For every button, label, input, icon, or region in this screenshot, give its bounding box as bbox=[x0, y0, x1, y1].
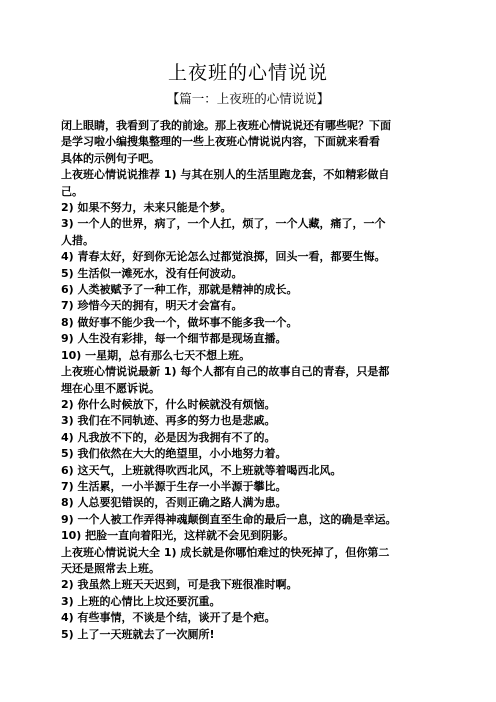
text-line: 6) 这天气，上班就得吹西北风，不上班就等着喝西北风。 bbox=[61, 463, 342, 477]
text-line: 6) 人类被赋予了一种工作，那就是精神的成长。 bbox=[61, 283, 298, 297]
document-body bbox=[61, 118, 473, 643]
text-line: 8) 人总要犯错误的，否则正确之路人满为患。 bbox=[61, 496, 287, 510]
text-line: 埋在心里不愿诉说。 bbox=[61, 381, 160, 395]
text-line: 具体的示例句子吧。 bbox=[61, 151, 160, 165]
text-line: 上夜班心情说说最新 1) 每个人都有自己的故事自己的青春，只是都 bbox=[61, 365, 390, 379]
text-line: 2) 如果不努力，未来只能是个梦。 bbox=[61, 201, 232, 215]
section-heading: 【篇一：上夜班的心情说说】 bbox=[166, 91, 330, 106]
text-line: 9) 人生没有彩排，每一个细节都是现场直播。 bbox=[61, 332, 287, 346]
text-line: 天还是照常去上班。 bbox=[61, 561, 160, 575]
text-line: 7) 珍惜今天的拥有，明天才会富有。 bbox=[61, 299, 243, 313]
text-line: 5) 我们依然在大大的绝望里，小小地努力着。 bbox=[61, 447, 287, 461]
text-line: 4) 有些事情，不谈是个结，谈开了是个疤。 bbox=[61, 611, 276, 625]
document-title: 上夜班的心情说说 bbox=[167, 62, 328, 84]
text-line: 是学习啦小编搜集整理的一些上夜班心情说说内容，下面就来看看 bbox=[61, 135, 380, 149]
text-line: 3) 一个人的世界，病了，一个人扛，烦了，一个人藏，痛了，一个 bbox=[61, 217, 386, 231]
text-line: 5) 生活似一滩死水，没有任何波动。 bbox=[61, 266, 243, 280]
text-line: 4) 凡我放不下的，必是因为我拥有不了的。 bbox=[61, 430, 276, 444]
text-line: 2) 我虽然上班天天迟到，可是我下班很准时啊。 bbox=[61, 578, 298, 592]
text-line: 10) 把脸一直向着阳光，这样就不会见到阴影。 bbox=[61, 529, 295, 543]
text-line: 4) 青春太好，好到你无论怎么过都觉浪掷，回头一看，都要生悔。 bbox=[61, 250, 386, 264]
text-line: 2) 你什么时候放下，什么时候就没有烦恼。 bbox=[61, 397, 276, 411]
text-line: 闭上眼睛，我看到了我的前途。那上夜班心情说说还有哪些呢？下面 bbox=[61, 119, 391, 132]
text-line: 3) 我们在不同轨迹、再多的努力也是悲戚。 bbox=[61, 414, 276, 428]
text-line: 7) 生活累，一小半源于生存一小半源于攀比。 bbox=[61, 479, 287, 493]
text-line: 上夜班心情说说大全 1) 成长就是你哪怕难过的快死掉了，但你第二 bbox=[61, 545, 390, 559]
text-line: 5) 上了一天班就去了一次厕所! bbox=[61, 627, 215, 641]
text-line: 3) 上班的心情比上坟还要沉重。 bbox=[61, 594, 221, 608]
text-line: 10) 一星期，总有那么七天不想上班。 bbox=[61, 348, 251, 362]
text-line: 人措。 bbox=[61, 233, 94, 247]
text-line: 8) 做好事不能少我一个，做坏事不能多我一个。 bbox=[61, 315, 298, 329]
text-line: 己。 bbox=[61, 184, 83, 198]
text-line: 上夜班心情说说推荐 1) 与其在别人的生活里跑龙套，不如精彩做自 bbox=[61, 168, 390, 182]
text-line: 9) 一个人被工作弄得神魂颠倒直至生命的最后一息，这的确是幸运。 bbox=[61, 512, 397, 526]
